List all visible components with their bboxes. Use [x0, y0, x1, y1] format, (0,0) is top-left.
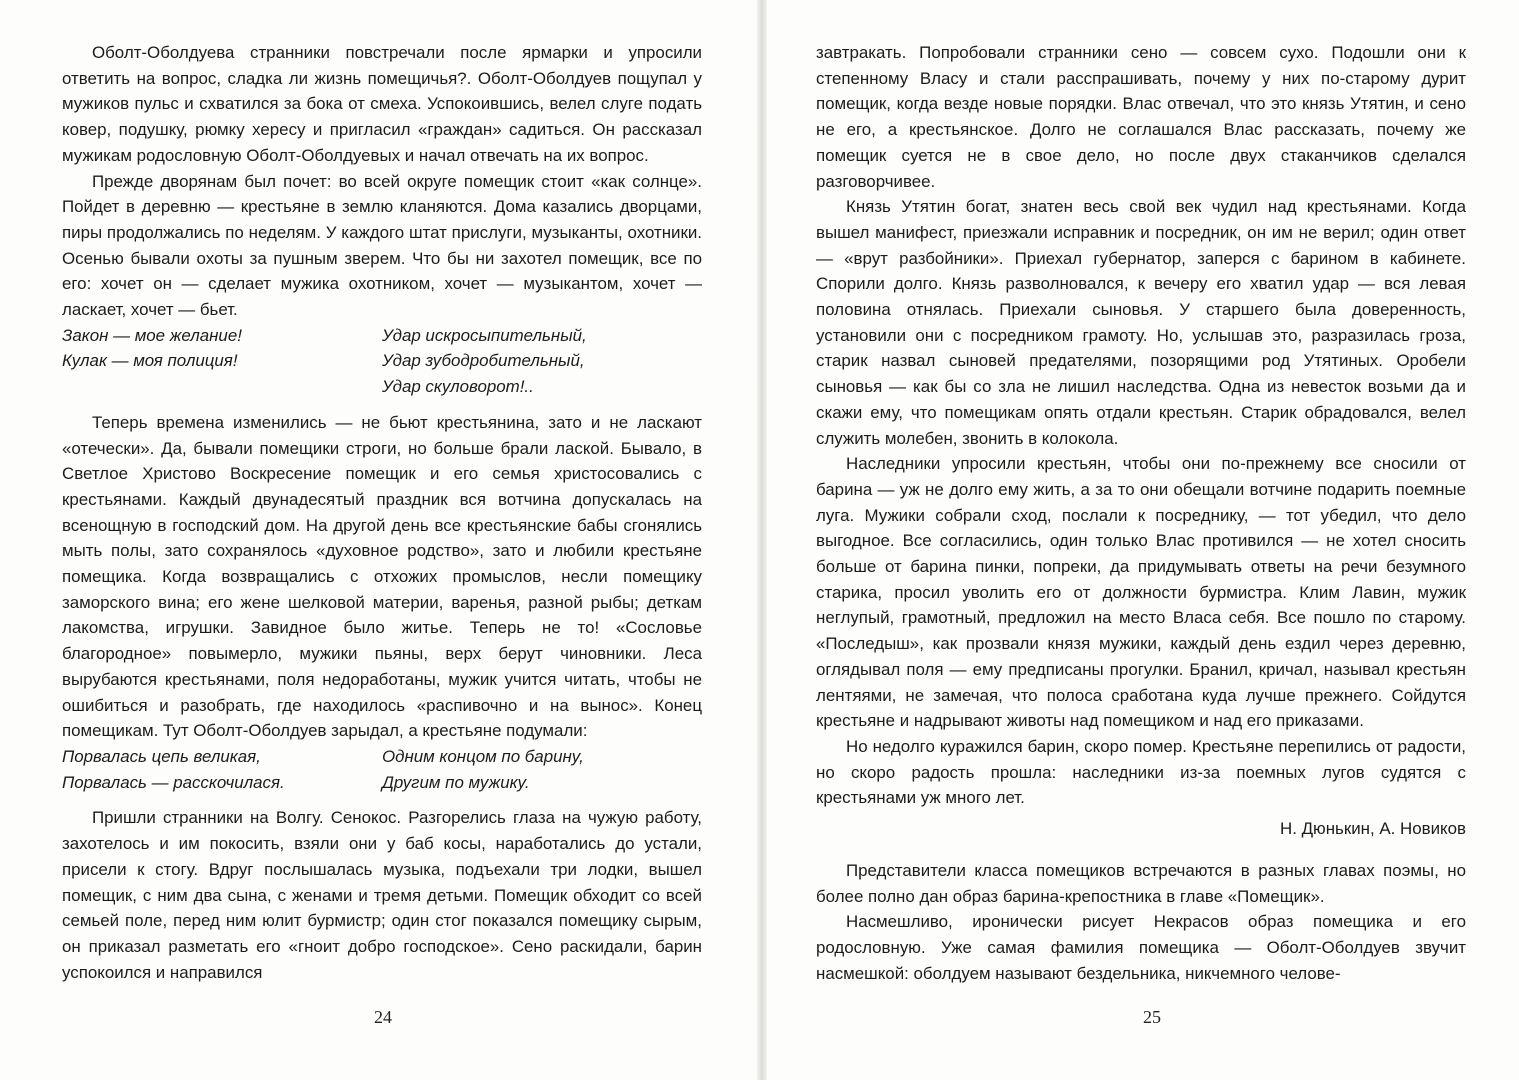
- paragraph: Теперь времена изменились — не бьют крестьянина, зато и не ласкают «отечески». Да, бывали помещики строги, но больше брали лаской. Бывало, в Светлое Христово Воскресение помещик и его семья христосовались с крестьянами. Каждый двунадесятый праздник вся вотчина допускалась на всенощную в господский дом. На другой день все крестьянские бабы сгонялись мыть полы, зато сохранялось «духовное родство», зато и любили крестьяне помещика. Когда возвращались с отхожих промыслов, несли помещику заморского вина; его жене шелковой материи, варенья, разной рыбы; деткам лакомства, игрушки. Завидное было житье. Теперь не то! «Сословье благородное» повымерло, мужики пьяны, верх берут чиновники. Леса вырубаются крестьянами, поля недоработаны, мужик учится читать, чтобы не ошибиться и разобрать, где находилось «распивочно и на вынос». Конец помещикам. Тут Оболт-Оболдуев зарыдал, а крестьяне подумали:: [62, 412, 702, 741]
- poem-line: Закон — мое желание!: [62, 325, 242, 345]
- poem-line: Удар зубодробительный,: [382, 351, 585, 371]
- author-signature: Н. Дюнькин, А. Новиков: [1280, 819, 1466, 839]
- poem-line: Порвалась — расскочилася.: [62, 772, 285, 792]
- paragraph: Но недолго куражился барин, скоро помер. Крестьяне перепились от радости, но скоро радость прошла: наследники из-за поемных лугов судятся с крестьянами уж много лет.: [816, 736, 1466, 808]
- poem-line: Другим по мужику.: [382, 772, 530, 792]
- paragraph: Оболт-Оболдуева странники повстречали после ярмарки и упросили ответить на вопрос, сладка ли жизнь помещичья?. Оболт-Оболдуев пощупал у мужиков пульс и схватился за бока от смеха. Успокоившись, велел слуге подать ковер, подушку, рюмку хересу и пригласил «граждан» садиться. Он рассказал мужикам родословную Оболт-Оболдуевых и начал отвечать на их вопрос.: [62, 43, 702, 165]
- paragraph-continuation: завтракать. Попробовали странники сено — совсем сухо. Подошли они к степенному Власу и стали расспрашивать, почему у них по-старому дурит помещик, когда везде новые порядки. Влас отвечал, что это князь Утятин, и сено не его, а крестьянское. Долго не соглашался Влас рассказать, почему же помещик суется не в свое дело, но после двух стаканчиков сделался разговорчивее.: [816, 43, 1466, 191]
- paragraph: Насмешливо, иронически рисует Некрасов образ помещика и его родословную. Уже самая фамилия помещика — Оболт-Оболдуев звучит насмешкой: оболдуем называют бездельника, никчемного челове-: [816, 912, 1466, 983]
- paragraph: Пришли странники на Волгу. Сенокос. Разгорелись глаза на чужую работу, захотелось и им покосить, взяли они у баб косы, наработались до устали, присели к стогу. Вдруг послышалась музыка, подъехали три лодки, вышел помещик, с ним два сына, с женами и тремя детьми. Помещик обходит со всей семьей поле, перед ним юлит бурмистр; один стог показался помещику сырым, он приказал разметать его «гноит добро господское». Сено раскидали, барин успокоился и направился: [62, 808, 702, 982]
- poem-line: Одним концом по барину,: [382, 746, 584, 766]
- poem-line: Кулак — моя полиция!: [62, 351, 238, 371]
- poem-line: Удар скуловорот!..: [382, 377, 534, 397]
- poem-line: Порвалась цепь великая,: [62, 746, 261, 766]
- page-number: 25: [1143, 1007, 1161, 1027]
- paragraph: Князь Утятин богат, знатен весь свой век чудил над крестьянами. Когда вышел манифест, приезжали исправник и посредник, он им не верил; один ответ — «врут разбойники». Приехал губернатор, заперся с барином в кабинете. Спорили долго. Князь разволновался, к вечеру его хватил удар — вся левая половина отнялась. Приехали сыновья. У старшего была доверенность, установили они с посредником грамоту. Но, услышав это, разразилась гроза, старик назвал сыновей предателями, позорящими род Утятиных. Оробели сыновья — как бы со зла не лишил наследства. Одна из невесток возьми да и скажи ему, что помещикам опять отдали крестьян. Старик обрадовался, велел служить молебен, звонить в колокола.: [816, 197, 1466, 448]
- poem-line: Удар искросыпительный,: [382, 325, 587, 345]
- page-number: 24: [374, 1007, 392, 1027]
- paragraph: Наследники упросили крестьян, чтобы они по-прежнему все сносили от барина — уж не долго ему жить, а за то они обещали вотчине подарить поемные луга. Мужики собрали сход, послали к посреднику, — тот убедил, что дело выгодное. Все согласились, один только Влас противился — не хотел сносить больше от барина пинки, попреки, да придумывать ответы на речи безумного старика, просил уволить его от должности бурмистра. Клим Лавин, мужик неглупый, грамотный, предложил на место Власа себя. Все пошло по старому. «Последыш», как прозвали князя мужики, каждый день ездил через деревню, оглядывал поля — ему предписаны прогулки. Бранил, кричал, называл крестьян лентяями, не замечая, что полоса сработана куда лучше прежнего. Сойдутся крестьяне и надрывают животы над помещиком и над его приказами.: [816, 454, 1466, 731]
- paragraph: Представители класса помещиков встречаются в разных главах поэмы, но более полно дан образ барина-крепостника в главе «Помещик».: [816, 860, 1466, 906]
- right-page-text: [816, 40, 1466, 986]
- paragraph: Прежде дворянам был почет: во всей округе помещик стоит «как солнце». Пойдет в деревню — крестьяне в землю кланяются. Дома казались дворцами, пиры продолжались по неделям. У каждого штат прислуги, музыканты, охотники. Осенью бывали охоты за пушным зверем. Что бы ни захотел помещик, все по его: хочет он — сделает мужика охотником, хочет — музыкантом, хочет — ласкает, хочет — бьет.: [62, 171, 702, 320]
